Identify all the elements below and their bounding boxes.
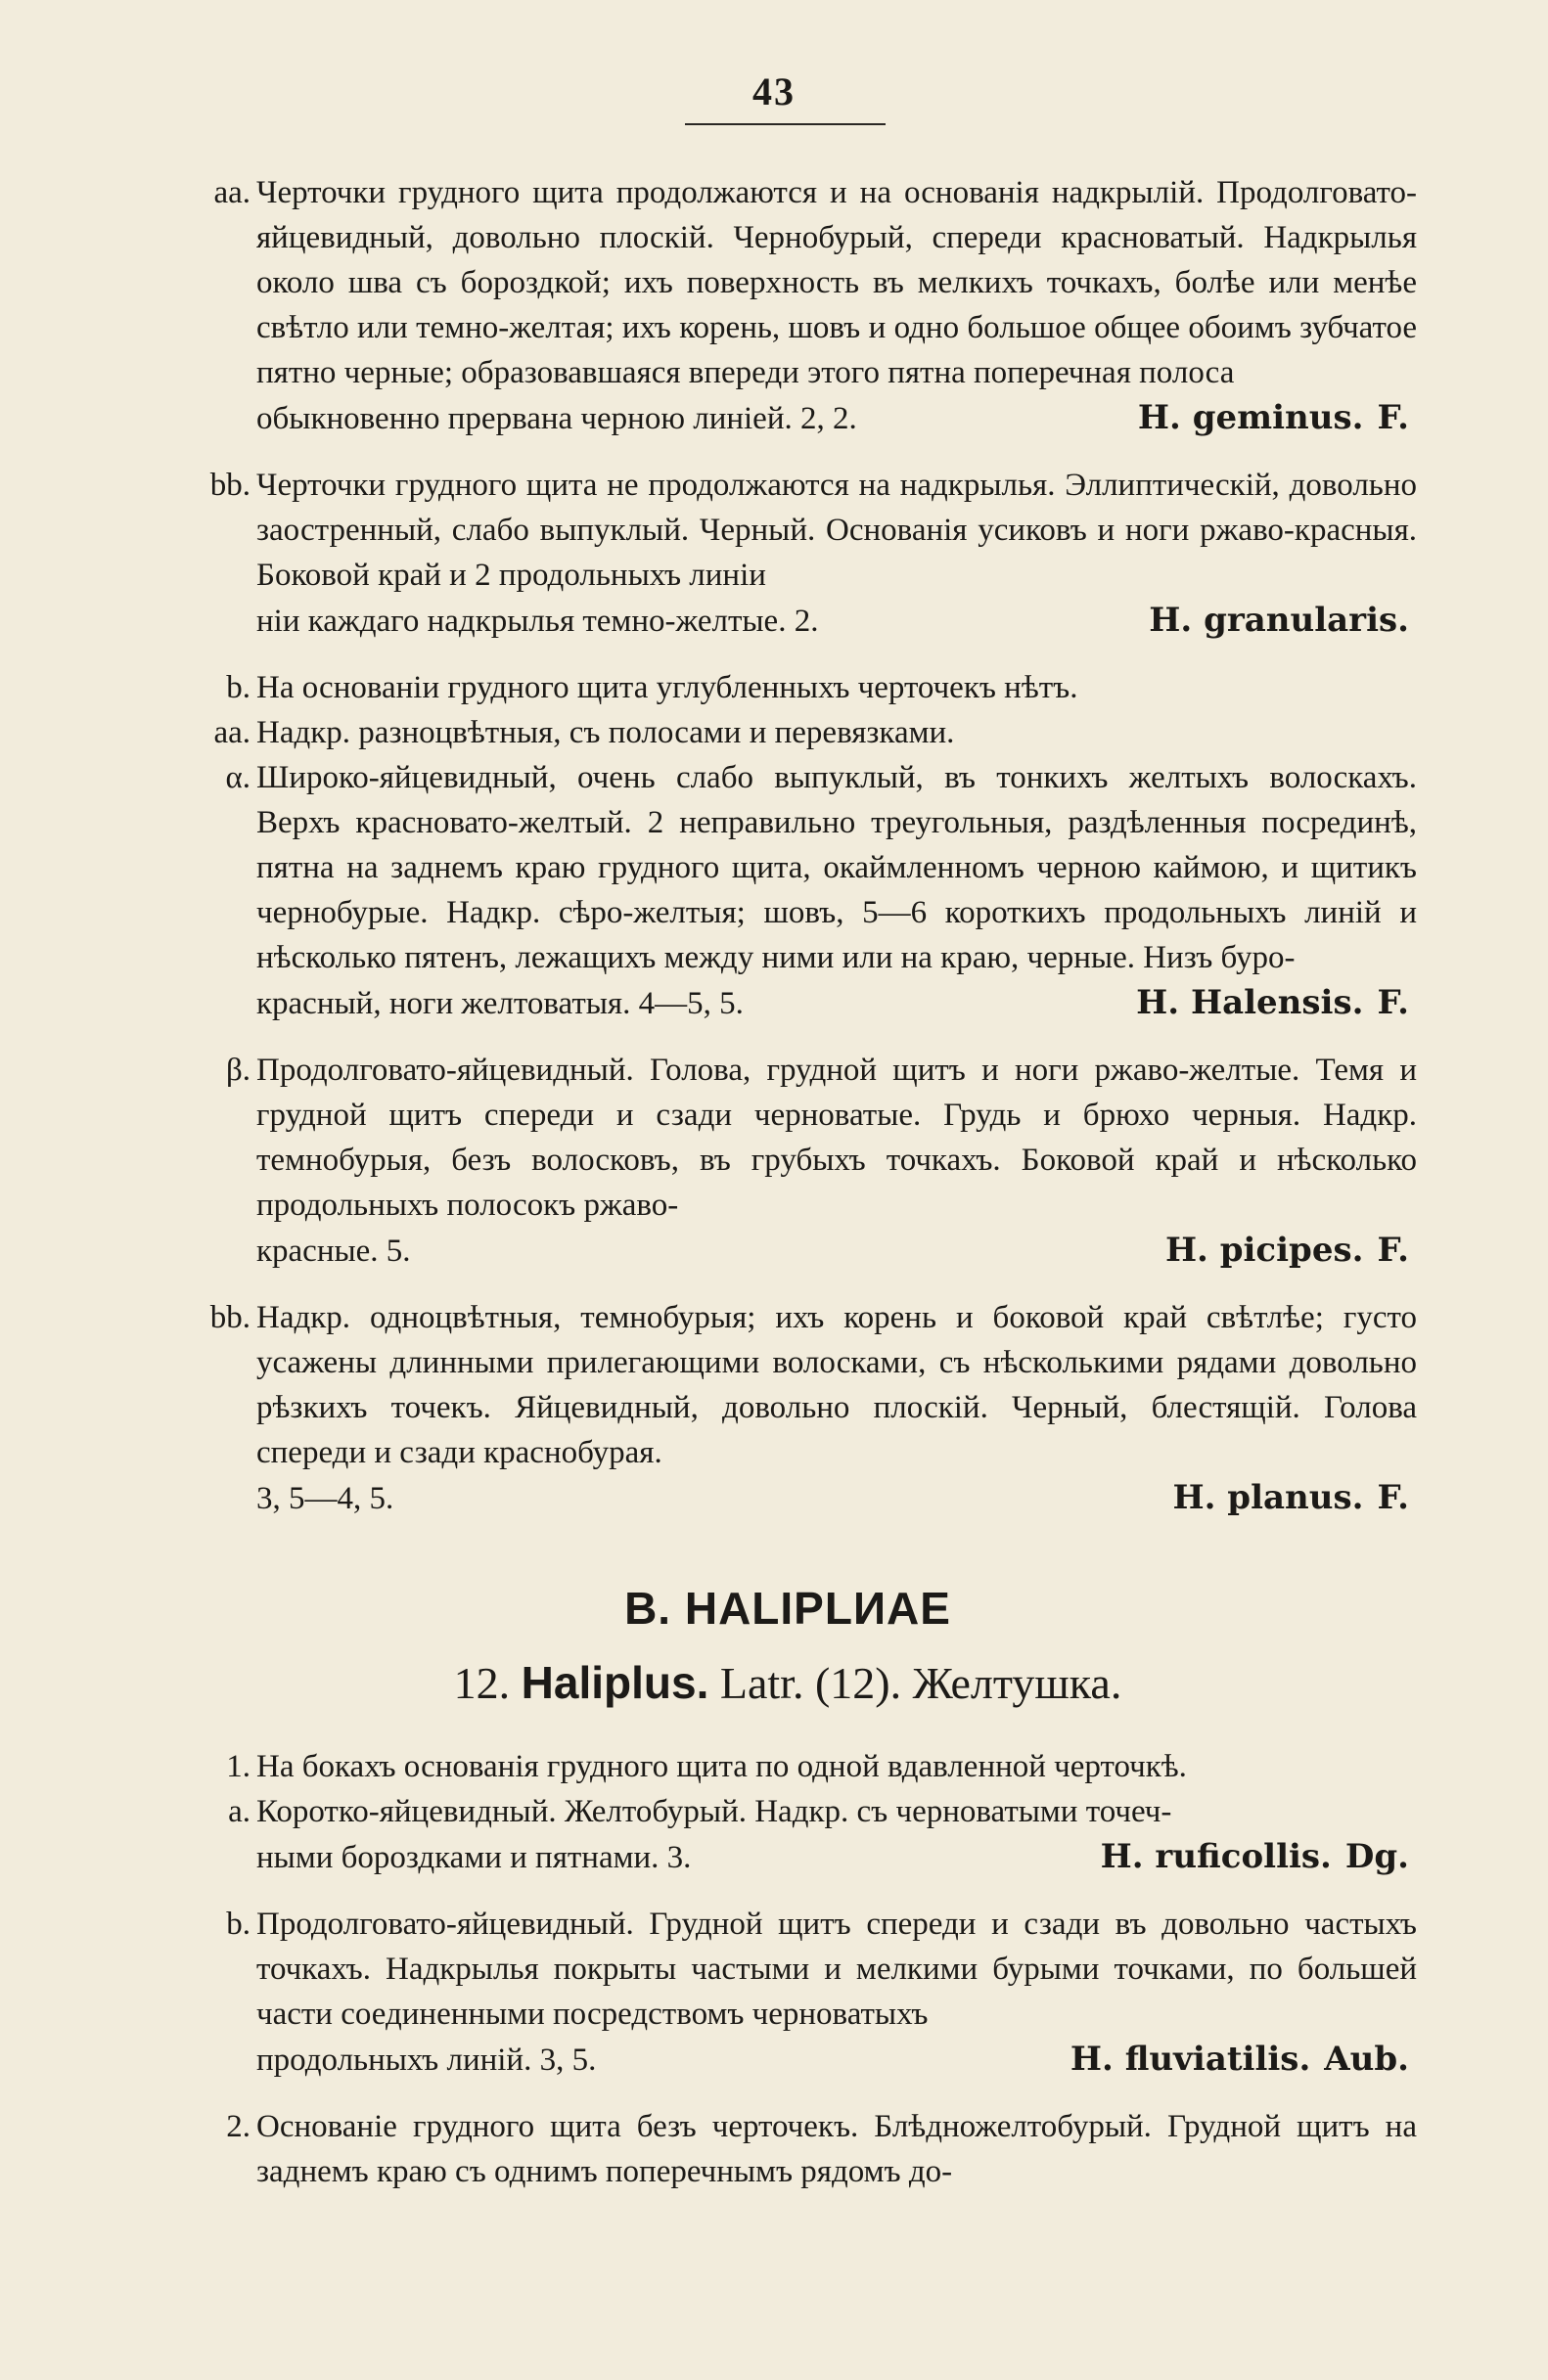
entry-marker: 1. <box>226 1749 250 1784</box>
species-author: Aub. <box>1324 2040 1409 2079</box>
entry-closing-line <box>256 1475 1417 1521</box>
species-binomial: H. granularis. <box>1149 601 1409 640</box>
entry-marker: β. <box>225 1053 250 1088</box>
species-name <box>1101 1834 1409 1879</box>
key-entry <box>228 1789 1417 1880</box>
entry-text: Надкр. одноцвѣтныя, темнобурыя; ихъ корень и боковой край свѣтлѣе; густо усажены длинными прилегающими волосками, съ нѣсколькими рядами довольно рѣзкихъ точекъ. Яйцевидный, довольно плоскій. Черный, блестящій. Голова спереди и сзади краснобурая. <box>256 1300 1417 1470</box>
page-number: 43 <box>752 69 796 113</box>
entry-closing-text: ными бороздками и пятнами. 3. <box>256 1840 692 1875</box>
species-binomial: H. ruficollis. <box>1100 1837 1332 1876</box>
species-author: F. <box>1377 1478 1409 1517</box>
page-content <box>209 170 1417 2194</box>
genus-name: Haliplus. <box>521 1657 709 1708</box>
entry-marker: bb. <box>209 1300 250 1335</box>
entry-text: На бокахъ основанія грудного щита по одной вдавленной черточкѣ. <box>256 1749 1187 1784</box>
key-entries-group-b <box>226 1744 1417 2194</box>
species-name <box>1165 1228 1409 1273</box>
entry-text: Надкр. разноцвѣтныя, съ полосами и перевязками. <box>256 715 955 750</box>
entry-text: Черточки грудного щита продолжаются и на основанія надкрылій. Продолговато-яйцевидный, довольно плоскій. Чернобурый, спереди красноватый. Надкрылья около шва съ бороздкой; ихъ поверхность въ мелкихъ точкахъ, болѣе или менѣе свѣтло или темно-желтая; ихъ корень, шовъ и одно большое общее обоимъ зубчатое пятно черные; образовавшаяся впереди этого пятна поперечная полоса <box>256 175 1417 390</box>
entry-closing-line <box>256 980 1417 1026</box>
genus-number: 12. <box>453 1658 511 1708</box>
entry-marker: a. <box>228 1794 250 1829</box>
entry-text: Черточки грудного щита не продолжаются на надкрылья. Эллиптическій, довольно заостренный, слабо выпуклый. Черный. Основанія усиковъ и ноги ржаво-красныя. Боковой край и 2 продольныхъ линіи <box>256 468 1417 593</box>
key-entry <box>226 665 1417 710</box>
key-entry <box>213 710 1417 755</box>
species-binomial: H. picipes. <box>1164 1231 1364 1270</box>
entry-closing-line <box>256 598 1417 644</box>
species-name <box>1136 980 1409 1025</box>
key-entries-group-a <box>209 170 1417 1521</box>
entry-text: Продолговато-яйцевидный. Грудной щитъ спереди и сзади въ довольно частыхъ точкахъ. Надкрылья покрыты частыми и мелкими бурыми точками, по большей части соединенными посредствомъ черноватыхъ <box>256 1907 1417 2032</box>
entry-text: Основаніе грудного щита безъ черточекъ. Блѣдножелтобурый. Грудной щитъ на заднемъ краю съ однимъ поперечнымъ рядомъ до- <box>256 2109 1417 2189</box>
entry-text: Коротко-яйцевидный. Желтобурый. Надкр. съ черноватыми точеч- <box>256 1794 1172 1829</box>
entry-marker: α. <box>225 760 250 795</box>
entry-closing-text: обыкновенно прервана черною линіей. 2, 2. <box>256 401 857 436</box>
species-name <box>1070 2037 1409 2082</box>
key-entry <box>213 170 1417 441</box>
key-entry <box>226 2104 1417 2194</box>
entry-marker: 2. <box>226 2109 250 2144</box>
entry-closing-line <box>256 395 1417 441</box>
key-entry <box>226 1902 1417 2083</box>
entry-text: Широко-яйцевидный, очень слабо выпуклый, въ тонкихъ желтыхъ волоскахъ. Верхъ красновато-желтый. 2 неправильно треугольныя, раздѣленныя посрединѣ, пятна на заднемъ краю грудного щита, окаймленномъ черною каймою, и щитикъ чернобурые. Надкр. сѣро-желтыя; шовъ, 5—6 короткихъ продольныхъ линій и нѣсколько пятенъ, лежащихъ между ними или на краю, черные. Низъ буро- <box>256 760 1417 975</box>
entry-text: Продолговато-яйцевидный. Голова, грудной щитъ и ноги ржаво-желтые. Темя и грудной щитъ спереди и сзади черноватые. Грудь и брюхо черныя. Надкр. темнобурыя, безъ волосковъ, въ грубыхъ точкахъ. Боковой край и нѣсколько продольныхъ полосокъ ржаво- <box>256 1053 1417 1223</box>
entry-marker: aa. <box>213 175 250 210</box>
entry-closing-text: красные. 5. <box>256 1234 411 1269</box>
species-name <box>1173 1475 1410 1520</box>
section-title: B. HALIPLИAE <box>624 1583 951 1634</box>
entry-closing-text: ніи каждаго надкрылья темно-желтые. 2. <box>256 604 819 639</box>
species-author: F. <box>1377 983 1409 1022</box>
genus-rest: Latr. (12). Желтушка. <box>719 1658 1122 1708</box>
species-binomial: H. fluviatilis. <box>1070 2040 1311 2079</box>
entry-closing-line <box>256 1228 1417 1274</box>
species-author: F. <box>1377 398 1409 437</box>
species-name <box>1138 395 1409 440</box>
entry-closing-line <box>256 1834 1417 1880</box>
key-entry <box>209 463 1417 644</box>
entry-marker: b. <box>226 1907 250 1942</box>
species-binomial: H. Halensis. <box>1136 983 1364 1022</box>
key-entry <box>226 1744 1417 1789</box>
page-number-rule <box>685 123 886 125</box>
species-author: F. <box>1377 1231 1409 1270</box>
entry-marker: b. <box>226 670 250 705</box>
species-name <box>1149 598 1409 643</box>
entry-marker: aa. <box>213 715 250 750</box>
entry-text: На основаніи грудного щита углубленныхъ черточекъ нѣтъ. <box>256 670 1078 705</box>
species-binomial: H. geminus. <box>1137 398 1364 437</box>
key-entry <box>225 1048 1417 1274</box>
key-entry <box>209 1295 1417 1521</box>
genus-heading <box>159 1656 1417 1709</box>
entry-closing-text: красный, ноги желтоватыя. 4—5, 5. <box>256 986 744 1021</box>
entry-closing-text: продольныхъ линій. 3, 5. <box>256 2043 597 2078</box>
entry-closing-line <box>256 2037 1417 2083</box>
entry-marker: bb. <box>209 468 250 503</box>
key-entry <box>225 755 1417 1026</box>
species-binomial: H. planus. <box>1172 1478 1364 1517</box>
entry-closing-text: 3, 5—4, 5. <box>256 1481 394 1516</box>
species-author: Dg. <box>1344 1837 1409 1876</box>
